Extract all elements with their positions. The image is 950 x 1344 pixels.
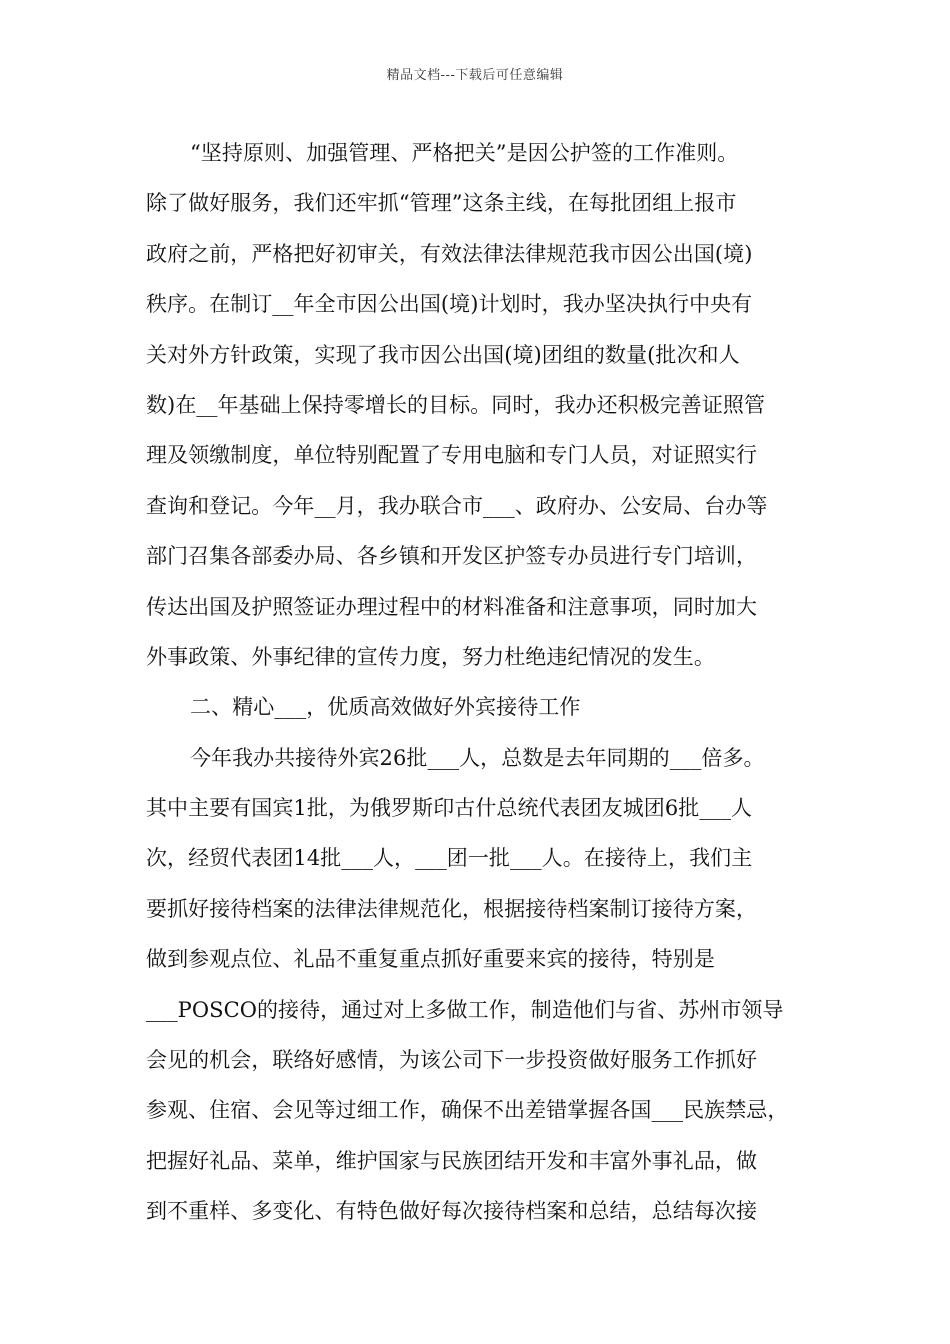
text-line: 次，经贸代表团14批___人，___团一批___人。在接待上，我们主 (146, 846, 753, 871)
text-line: 参观、住宿、会见等过细工作，确保不出差错掌握各国___民族禁忌， (146, 1098, 789, 1123)
text-line: 会见的机会，联络好感情，为该公司下一步投资做好服务工作抓好 (146, 1048, 758, 1073)
text-line: 秩序。在制订__年全市因公出国(境)计划时，我办坚决执行中央有 (146, 292, 753, 317)
text-line: 查询和登记。今年__月，我办联合市___、政府办、公安局、台办等 (146, 493, 768, 518)
text-line: 要抓好接待档案的法律法律规范化，根据接待档案制订接待方案， (146, 896, 758, 921)
text-line: ___POSCO的接待，通过对上多做工作，制造他们与省、苏州市领导 (146, 997, 784, 1022)
text-line: 今年我办共接待外宾26批___人，总数是去年同期的___倍多。 (190, 745, 765, 770)
text-line: 传达出国及护照签证办理过程中的材料准备和注意事项，同时加大 (146, 594, 758, 619)
text-line: 做到参观点位、礼品不重复重点抓好重要来宾的接待，特别是 (146, 947, 715, 972)
text-line: 把握好礼品、菜单，维护国家与民族团结开发和丰富外事礼品，做 (146, 1148, 758, 1173)
document-body (146, 128, 816, 1237)
text-line: 二、精心___，优质高效做好外宾接待工作 (190, 695, 581, 720)
text-line: 部门召集各部委办局、各乡镇和开发区护签专办员进行专门培训， (146, 544, 758, 569)
text-line: 到不重样、多变化、有特色做好每次接待档案和总结，总结每次接 (146, 1199, 758, 1224)
text-line: 政府之前，严格把好初审关，有效法律法律规范我市因公出国(境) (146, 241, 753, 266)
page-header: 精品文档---下载后可任意编辑 (386, 68, 564, 83)
text-line: 其中主要有国宾1批，为俄罗斯印古什总统代表团友城团6批___人 (146, 796, 753, 821)
text-line: 除了做好服务，我们还牢抓“管理”这条主线，在每批团组上报市 (146, 191, 737, 216)
text-line: 外事政策、外事纪律的宣传力度，努力杜绝违纪情况的发生。 (146, 644, 715, 669)
text-line: “坚持原则、加强管理、严格把关”是因公护签的工作准则。 (190, 141, 739, 165)
text-line: 理及领缴制度，单位特别配置了专用电脑和专门人员，对证照实行 (146, 443, 758, 468)
text-line: 关对外方针政策，实现了我市因公出国(境)团组的数量(批次和人 (146, 342, 740, 367)
text-line: 数)在__年基础上保持零增长的目标。同时，我办还积极完善证照管 (146, 392, 766, 417)
